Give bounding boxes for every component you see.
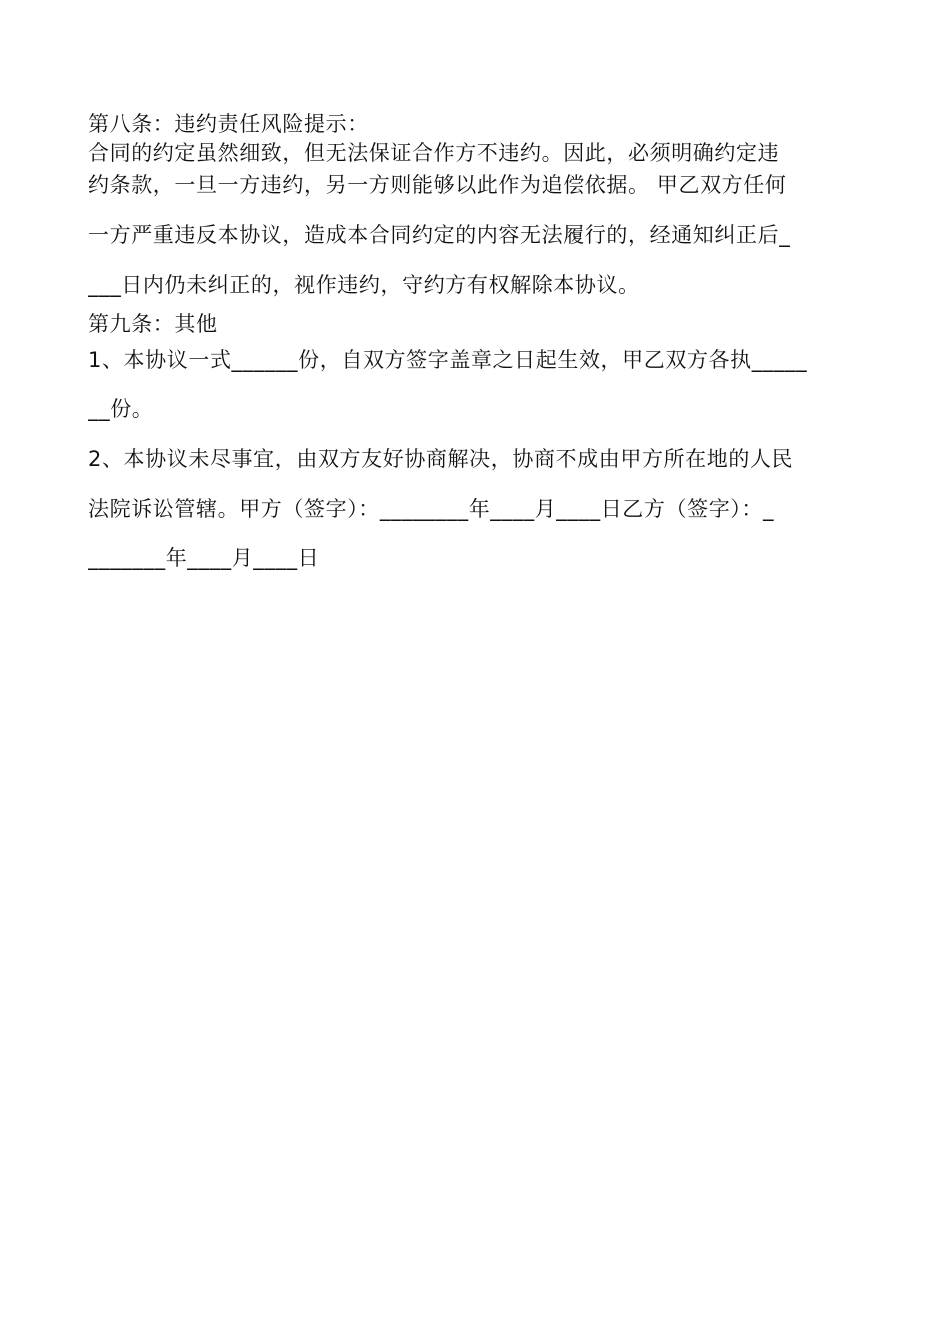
article-8-text-line-3: 一方严重违反本协议，造成本合同约定的内容无法履行的，经通知纠正后_: [88, 223, 791, 247]
signature-line-2: _______年____月____日: [88, 546, 320, 570]
article-9-item-1-line-2: __份。: [88, 397, 154, 421]
article-9-item-2-line-1: 2、本协议未尽事宜，由双方友好协商解决，协商不成由甲方所在地的人民: [88, 447, 794, 471]
article-8-text-line-4: ___日内仍未纠正的，视作违约，守约方有权解除本协议。: [88, 273, 640, 297]
signature-line-1: 法院诉讼管辖。甲方（签字）：________年____月____日乙方（签字）：_: [88, 497, 775, 521]
article-8-text-line-2: 约条款，一旦一方违约，另一方则能够以此作为追偿依据。 甲乙双方任何: [88, 173, 787, 197]
article-9-heading: 第九条：其他: [88, 312, 218, 336]
article-8-heading: 第八条：违约责任风险提示：: [88, 112, 369, 136]
article-8-text-line-1: 合同的约定虽然细致，但无法保证合作方不违约。因此，必须明确约定违: [88, 141, 780, 165]
article-9-item-1-line-1: 1、本协议一式______份，自双方签字盖章之日起生效，甲乙双方各执_____: [88, 348, 808, 372]
